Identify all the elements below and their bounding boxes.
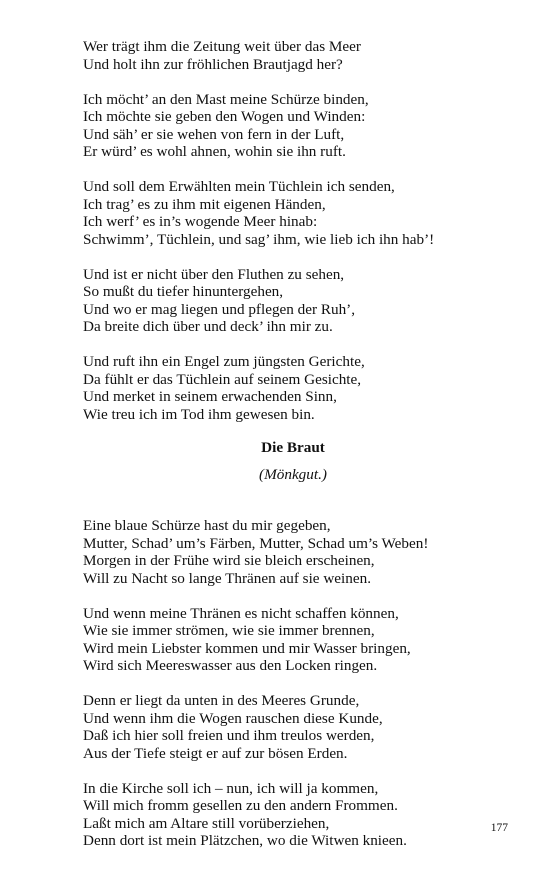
verse-line: Ich möchte sie geben den Wogen und Winden: <box>83 108 366 125</box>
verse-line: Und säh’ er sie wehen von fern in der Luft, <box>83 125 345 143</box>
verse-line: Und soll dem Erwählten mein Tüchlein ich senden, <box>83 178 395 195</box>
poem-die-braut <box>83 517 483 850</box>
stanza <box>83 692 483 762</box>
verse-line: Ich trag’ es zu ihm mit eigenen Händen, <box>83 195 326 213</box>
verse-line: Wie treu ich im Tod ihm gewesen bin. <box>83 405 315 423</box>
page-number: 177 <box>490 822 508 834</box>
verse-line: Und wenn meine Thränen es nicht schaffen können, <box>83 604 399 622</box>
verse-line: Da fühlt er das Tüchlein auf seinem Gesichte, <box>83 370 362 388</box>
verse-line: Und wo er mag liegen und pflegen der Ruh’, <box>83 300 356 318</box>
verse-line: Will zu Nacht so lange Thränen auf sie weinen. <box>83 569 371 587</box>
verse-line: Und wenn ihm die Wogen rauschen diese Kunde, <box>83 709 383 727</box>
verse-line: Aus der Tiefe steigt er auf zur bösen Erden. <box>83 744 348 762</box>
verse-line: Wird sich Meereswasser aus den Locken ringen. <box>83 657 378 674</box>
verse-line: Daß ich hier soll freien und ihm treulos werden, <box>83 727 375 744</box>
verse-line: So mußt du tiefer hinuntergehen, <box>83 283 284 300</box>
verse-line: Und ist er nicht über den Fluthen zu sehen, <box>83 265 345 283</box>
verse-line: Eine blaue Schürze hast du mir gegeben, <box>83 517 331 534</box>
stanza <box>83 178 483 248</box>
stanza <box>83 91 483 161</box>
verse-line: Morgen in der Frühe wird sie bleich erscheinen, <box>83 552 375 569</box>
stanza <box>83 517 483 587</box>
poem-title: Die Braut <box>261 439 325 456</box>
verse-line: Denn er liegt da unten in des Meeres Grunde, <box>83 692 360 709</box>
verse-line: Da breite dich über und deck’ ihn mir zu. <box>83 318 333 335</box>
verse-line: Er würd’ es wohl ahnen, wohin sie ihn ruft. <box>83 143 346 160</box>
verse-line: Will mich fromm gesellen zu den andern Frommen. <box>83 797 398 814</box>
verse-line: Wie sie immer strömen, wie sie immer brennen, <box>83 622 375 639</box>
verse-line: Mutter, Schad’ um’s Färben, Mutter, Schad um’s Weben! <box>83 534 429 552</box>
verse-line: In die Kirche soll ich – nun, ich will ja kommen, <box>83 779 379 797</box>
verse-line: Denn dort ist mein Plätzchen, wo die Witwen knieen. <box>83 832 407 849</box>
verse-line: Ich werf’ es in’s wogende Meer hinab: <box>83 213 318 230</box>
stanza <box>83 266 483 336</box>
verse-line: Und ruft ihn ein Engel zum jüngsten Gerichte, <box>83 353 365 370</box>
stanza <box>83 780 483 850</box>
verse-line: Und merket in seinem erwachenden Sinn, <box>83 388 337 405</box>
verse-line: Wer trägt ihm die Zeitung weit über das Meer <box>83 38 361 55</box>
poem-continued <box>83 38 483 423</box>
stanza <box>83 605 483 675</box>
verse-line: Schwimm’, Tüchlein, und sag’ ihm, wie lieb ich ihn hab’! <box>83 230 435 248</box>
stanza <box>83 353 483 423</box>
page-content <box>83 38 483 850</box>
stanza <box>83 38 483 73</box>
verse-line: Ich möcht’ an den Mast meine Schürze binden, <box>83 90 369 108</box>
verse-line: Laßt mich am Altare still vorüberziehen, <box>83 814 330 832</box>
poem-subtitle: (Mönkgut.) <box>259 465 327 483</box>
verse-line: Und holt ihn zur fröhlichen Brautjagd her? <box>83 55 343 73</box>
verse-line: Wird mein Liebster kommen und mir Wasser bringen, <box>83 639 411 657</box>
